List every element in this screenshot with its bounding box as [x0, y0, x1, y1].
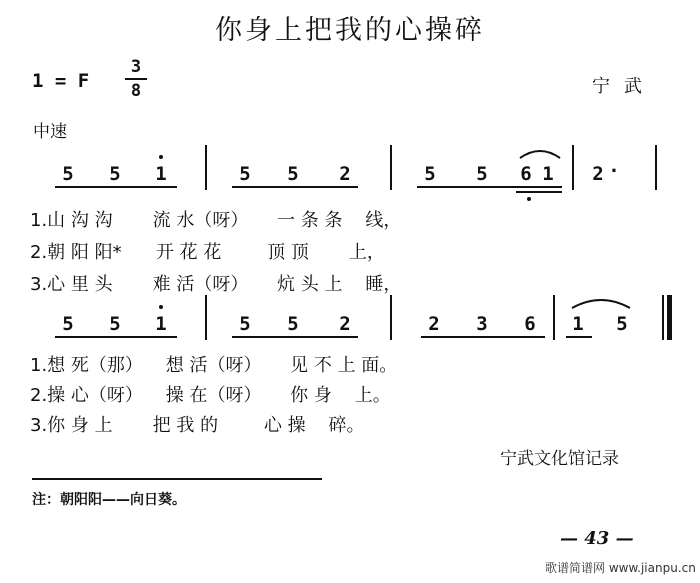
beam-line: [232, 336, 358, 338]
beam-line: [55, 186, 177, 188]
watermark: 歌谱简谱网 www.jianpu.cn: [545, 561, 696, 575]
note: 1: [155, 313, 167, 335]
author: 宁武: [592, 76, 656, 97]
song-title: 你身上把我的心操碎: [215, 15, 485, 46]
bar-line: [655, 145, 657, 190]
note: 5: [616, 313, 628, 335]
beam-line-double: [516, 191, 562, 193]
note: 6: [520, 163, 532, 185]
duration-dot: ·: [608, 160, 620, 182]
note: 1: [572, 313, 584, 335]
page-number: — 43 —: [560, 528, 634, 549]
time-signature-top: 3: [130, 57, 142, 77]
bar-line: [205, 145, 207, 190]
time-signature-bottom: 8: [130, 81, 142, 101]
note: 3: [476, 313, 488, 335]
high-octave-dot: [159, 305, 163, 309]
beam-line: [417, 186, 562, 188]
footnote: 注：朝阳阳——向日葵。: [32, 492, 186, 508]
bar-line: [390, 145, 392, 190]
note: 1: [542, 163, 554, 185]
key-signature: 1 = F: [32, 70, 90, 92]
note: 2: [339, 163, 351, 185]
note: 5: [287, 163, 299, 185]
note: 2: [339, 313, 351, 335]
lyric-line-2: 2.朝 阳 阳* 开 花 花 顶 顶 上，: [30, 242, 385, 263]
note: 5: [476, 163, 488, 185]
tie-arc: [570, 292, 632, 310]
time-signature: [125, 58, 147, 100]
note: 5: [287, 313, 299, 335]
beam-line: [232, 186, 358, 188]
lyric-line-3: 3.心 里 头 难 活（呀） 炕 头 上 睡，: [30, 274, 402, 295]
note: 6: [524, 313, 536, 335]
fraction-bar: [125, 78, 147, 80]
note: 5: [239, 313, 251, 335]
lyric-line-1: 1.山 沟 沟 流 水（呀） 一 条 条 线，: [30, 210, 402, 231]
bar-line: [390, 295, 392, 340]
beam-line: [55, 336, 177, 338]
lyric-line-2: 2.操 心（呀） 操 在（呀） 你 身 上。: [30, 385, 391, 406]
note: 1: [155, 163, 167, 185]
final-bar-thin: [662, 295, 664, 340]
bar-line: [572, 145, 574, 190]
beam-line: [566, 336, 592, 338]
low-octave-dot: [527, 197, 531, 201]
slur-arc: [518, 144, 562, 160]
lyric-line-1: 1.想 死（那） 想 活（呀） 见 不 上 面。: [30, 355, 398, 376]
bar-line: [553, 295, 555, 340]
lyric-line-3: 3.你 身 上 把 我 的 心 操 碎。: [30, 415, 365, 436]
note: 5: [62, 313, 74, 335]
high-octave-dot: [159, 155, 163, 159]
footnote-divider: [32, 478, 322, 480]
note: 5: [62, 163, 74, 185]
bar-line: [205, 295, 207, 340]
note: 5: [109, 163, 121, 185]
tempo-marking: 中速: [33, 122, 67, 142]
note: 5: [424, 163, 436, 185]
note: 5: [109, 313, 121, 335]
recorder-credit: 宁武文化馆记录: [500, 449, 619, 469]
beam-line: [421, 336, 545, 338]
note: 5: [239, 163, 251, 185]
final-bar-thick: [667, 295, 672, 340]
note: 2: [592, 163, 604, 185]
note: 2: [428, 313, 440, 335]
